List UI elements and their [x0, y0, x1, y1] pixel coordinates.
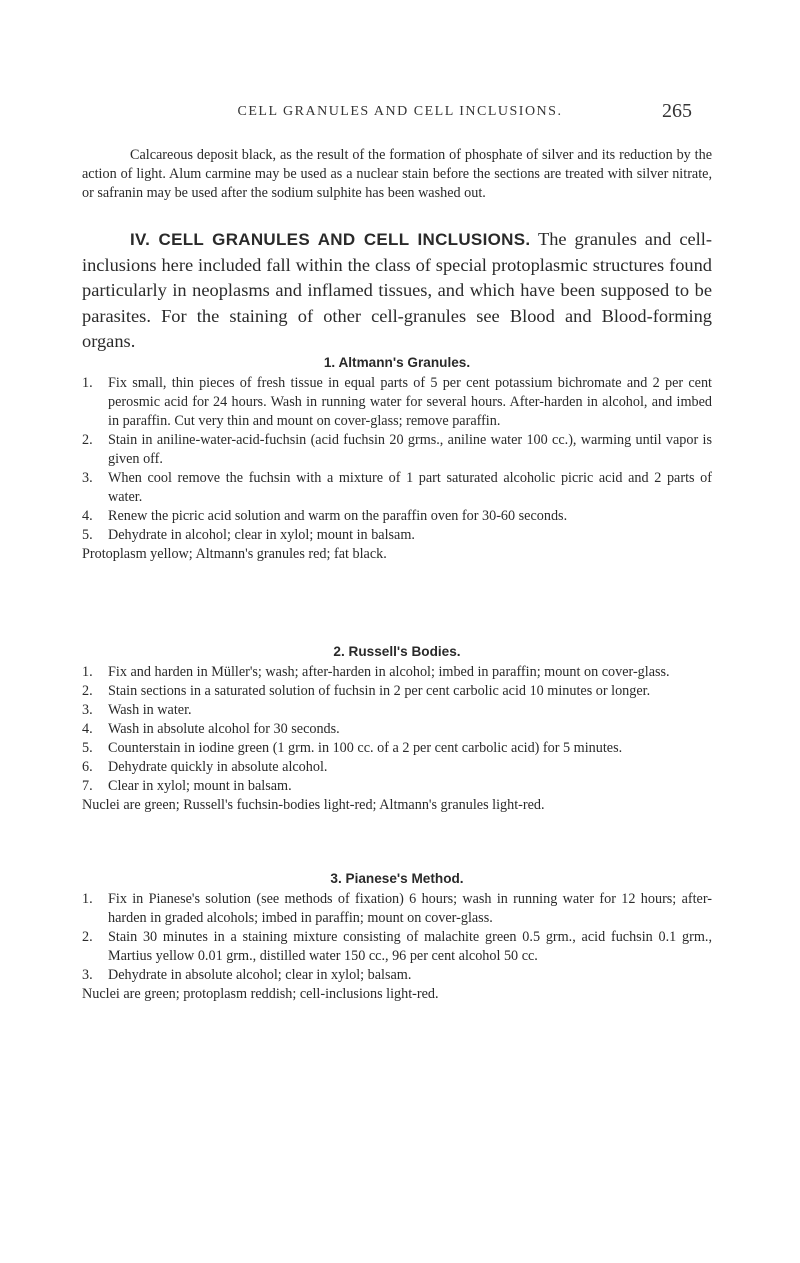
step-text: Clear in xylol; mount in balsam. [108, 778, 292, 794]
step-item [82, 701, 712, 720]
step-item [82, 928, 712, 966]
step-item [82, 374, 712, 431]
step-item [82, 966, 712, 985]
intro-text: Calcareous deposit black, as the result of the formation of phosphate of silver and its reduction by the action of light. Alum carmine may be used as a nuclear stain before the sections are treated with silver nitrate, or safranin may be used after the sodium sulphite has been washed out. [82, 147, 712, 201]
step-number: 3. [82, 470, 93, 486]
method-result: Protoplasm yellow; Altmann's granules red; fat black. [82, 546, 387, 562]
step-text: Fix and harden in Müller's; wash; after-harden in alcohol; imbed in paraffin; mount on cover-glass. [108, 664, 670, 680]
intro-paragraph [82, 146, 712, 203]
step-item [82, 758, 712, 777]
step-item [82, 507, 712, 526]
method-steps [82, 374, 712, 545]
step-text: Wash in absolute alcohol for 30 seconds. [108, 721, 340, 737]
step-item [82, 526, 712, 545]
running-title: CELL GRANULES AND CELL INCLUSIONS. [237, 104, 563, 119]
step-text: Stain sections in a saturated solution of fuchsin in 2 per cent carbolic acid 10 minutes or longer. [108, 683, 651, 699]
method-result: Nuclei are green; protoplasm reddish; cell-inclusions light-red. [82, 986, 439, 1002]
step-text: Counterstain in iodine green (1 grm. in 100 cc. of a 2 per cent carbolic acid) for 5 minutes. [108, 740, 623, 756]
step-text: Renew the picric acid solution and warm on the paraffin oven for 30-60 seconds. [108, 508, 568, 524]
step-item [82, 431, 712, 469]
step-number: 5. [82, 740, 93, 756]
method-pianese [82, 871, 712, 1004]
method-title: 3. Pianese's Method. [330, 871, 464, 886]
step-item [82, 663, 712, 682]
method-steps [82, 890, 712, 985]
step-text: Fix in Pianese's solution (see methods of fixation) 6 hours; wash in running water for 12 hours; after-harden in graded alcohols; imbed in paraffin; mount on cover-glass. [108, 891, 712, 926]
step-number: 3. [82, 702, 93, 718]
step-item [82, 890, 712, 928]
step-number: 1. [82, 375, 93, 391]
page-header [0, 100, 800, 128]
step-number: 4. [82, 721, 93, 737]
step-number: 7. [82, 778, 93, 794]
step-text: Stain in aniline-water-acid-fuchsin (acid fuchsin 20 grms., aniline water 100 cc.), warming until vapor is given off. [108, 432, 712, 467]
method-russell [82, 644, 712, 815]
section-heading-paragraph [82, 227, 712, 355]
step-item [82, 682, 712, 701]
method-altmann [82, 355, 712, 564]
step-item [82, 739, 712, 758]
page-number: 265 [662, 100, 692, 122]
step-number: 1. [82, 891, 93, 907]
step-text: Dehydrate quickly in absolute alcohol. [108, 759, 328, 775]
step-number: 2. [82, 432, 93, 448]
step-item [82, 469, 712, 507]
step-number: 3. [82, 967, 93, 983]
step-item [82, 777, 712, 796]
step-number: 2. [82, 929, 93, 945]
method-title: 1. Altmann's Granules. [323, 355, 471, 370]
step-item [82, 720, 712, 739]
section-text: The granules and cell-inclusions here included fall within the class of special protoplasmic structures found particularly in neoplasms and inflamed tissues, and which have been supposed to be parasites. For the staining of other cell-granules see Blood and Blood-forming organs. [82, 229, 712, 351]
step-text: Dehydrate in alcohol; clear in xylol; mount in balsam. [108, 527, 415, 543]
step-number: 6. [82, 759, 93, 775]
step-text: Wash in water. [108, 702, 192, 718]
step-text: Stain 30 minutes in a staining mixture consisting of malachite green 0.5 grm., acid fuchsin 0.1 grm., Martius yellow 0.01 grm., distilled water 150 cc., 96 per cent alcohol 50 cc. [108, 929, 712, 964]
method-title: 2. Russell's Bodies. [333, 644, 461, 659]
step-text: Fix small, thin pieces of fresh tissue in equal parts of 5 per cent potassium bichromate and 2 per cent perosmic acid for 24 hours. Wash in running water for several hours. After-harden in alcohol, and imbed in paraffin. Cut very thin and mount on cover-glass; remove paraffin. [108, 375, 712, 429]
method-result: Nuclei are green; Russell's fuchsin-bodies light-red; Altmann's granules light-red. [82, 797, 545, 813]
method-steps [82, 663, 712, 796]
step-number: 2. [82, 683, 93, 699]
step-text: When cool remove the fuchsin with a mixture of 1 part saturated alcoholic picric acid and 2 parts of water. [108, 470, 712, 505]
step-number: 5. [82, 527, 93, 543]
step-text: Dehydrate in absolute alcohol; clear in xylol; balsam. [108, 967, 412, 983]
step-number: 1. [82, 664, 93, 680]
section-title: IV. CELL GRANULES AND CELL INCLUSIONS. [130, 230, 531, 249]
step-number: 4. [82, 508, 93, 524]
